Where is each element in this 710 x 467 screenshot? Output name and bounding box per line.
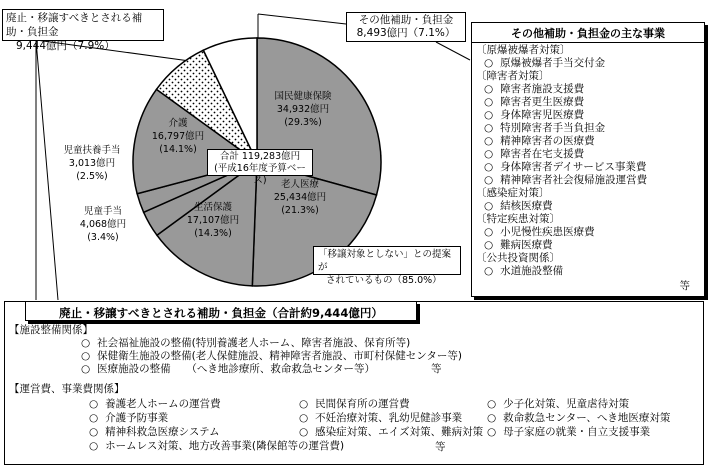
annotation-box: 「移譲対象としない」との提案が されているもの（85.0%） [313,246,461,275]
side-panel-item: ○ 結核医療費 [484,200,704,213]
side-panel-title: その他補助・負担金の主な事業 [472,23,704,43]
section2-item: ○ 不妊治療対策、乳幼児健診事業 [299,411,483,425]
section2-item: ○ ホームレス対策、地方改善事業(隣保館等の運営費) [89,439,344,453]
haishi-callout [2,9,164,52]
haishi-leader-line-2 [36,40,58,300]
bottom-panel-title: 廃止・移譲すべきとされる補助・負担金（合計約9,444億円） [59,306,383,320]
side-panel-item: ○ 精神障害者社会復帰施設運営費 [484,174,704,187]
section2-col3 [487,397,670,439]
section2-etc: 等 [435,441,446,453]
side-panel-item: ○ 身体障害者デイサービス事業費 [484,161,704,174]
slice-label-jidou-teate: 児童手当 4,068億円 (3.4%) [79,206,127,243]
sonota-leader-line-2 [258,14,346,24]
section2-col2 [299,397,483,439]
sonota-callout [346,12,466,42]
slice-label-kokuho: 国民健康保険 34,932億円 (29.3%) [274,91,332,128]
haishi-callout-value: 9,444億円（7.9%） [16,40,115,52]
slice-label-jidou-fuyou: 児童扶養手当 3,013億円 (2.5%) [63,145,121,182]
section2-item: ○ 少子化対策、児童虐待対策 [487,397,670,411]
side-panel-item: ○ 難病医療費 [484,239,704,252]
section1-list [81,337,462,376]
section1-item: ○ 社会福祉施設の整備(特別養護老人ホーム、障害者施設、保育所等) [81,337,462,350]
bottom-panel [4,301,704,465]
section1-heading: 【施設整備関係】 [9,324,93,336]
side-panel-category: 〔原爆被爆者対策〕 [476,44,571,56]
sonota-to-panel-line [436,42,470,60]
side-panel-item: ○ 特別障害者手当負担金 [484,122,704,135]
sonota-callout-value: 8,493億円（7.1%） [356,27,456,39]
bottom-panel-title-box [25,301,417,321]
pie-total-sub: (平成16年度予算ベース) [214,163,306,186]
section2-item: ○ 介護予防事業 [89,411,344,425]
side-panel-item: ○ 原爆被爆者手当交付金 [484,57,704,70]
section2-item: ○ 養護老人ホームの運営費 [89,397,344,411]
side-panel-item: ○ 障害者施設支援費 [484,83,704,96]
side-panel-etc: 等 [679,280,690,292]
section1-item: ○ 保健衛生施設の整備(老人保健施設、精神障害者施設、市町村保健センター等) [81,350,462,363]
side-panel-item: ○ 小児慢性疾患医療費 [484,226,704,239]
section2-heading: 【運営費、事業費関係】 [9,383,125,395]
section1-item: ○ 医療施設の整備 （へき地診療所、救命救急センター等） [81,363,462,376]
pie-total-box [207,149,313,186]
slice-label-seikatsu: 生活保護 17,107億円 (14.3%) [186,202,240,239]
side-panel-item: ○ 障害者在宅支援費 [484,148,704,161]
side-panel [471,22,705,297]
section2-item: ○ 感染症対策、エイズ対策、難病対策 [299,425,483,439]
side-panel-category: 〔障害者対策〕 [476,70,550,82]
section1-etc: 等 [431,363,442,375]
side-panel-item: ○ 精神障害者の医療費 [484,135,704,148]
slice-label-roujin: 老人医療 25,434億円 (21.3%) [273,179,327,216]
haishi-callout-title: 廃止・移譲すべきとされる補助・負担金 [6,12,143,38]
side-panel-item: ○ 障害者更生医療費 [484,96,704,109]
side-panel-category: 〔特定疾患対策〕 [476,213,560,225]
side-panel-item: ○ 身体障害児医療費 [484,109,704,122]
side-panel-category: 〔感染症対策〕 [476,187,550,199]
section2-item: ○ 母子家庭の就業・自立支援事業 [487,425,670,439]
pie-total: 合計 119,283億円 [219,151,301,162]
side-panel-item: ○ 水道施設整備 [484,265,704,278]
section2-item: ○ 民間保育所の運営費 [299,397,483,411]
section2-item: ○ 救命救急センター、へき地医療対策 [487,411,670,425]
side-panel-category: 〔公共投資関係〕 [476,252,560,264]
section2-item: ○ 精神科救急医療システム [89,425,344,439]
slice-label-kaigo: 介護 16,797億円 (14.1%) [151,118,205,155]
sonota-callout-title: その他補助・負担金 [358,14,454,26]
side-panel-list [472,43,704,278]
